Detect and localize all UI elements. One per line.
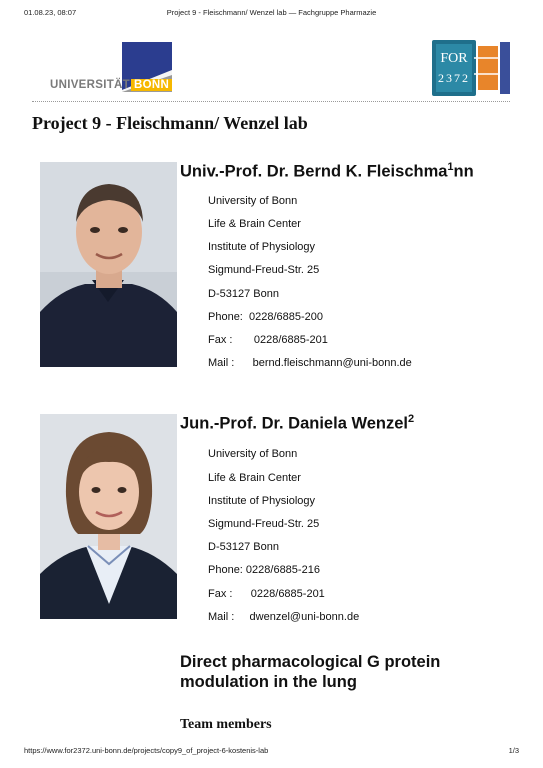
for2372-logo[interactable] [432, 40, 512, 96]
for-text: FOR [440, 51, 468, 66]
mail-line[interactable]: Mail : bernd.fleischmann@uni-bonn.de [208, 357, 412, 369]
info-line: Sigmund-Freud-Str. 25 [208, 518, 320, 530]
info-line: D-53127 Bonn [208, 288, 279, 300]
mail-line[interactable]: Mail : dwenzel@uni-bonn.de [208, 611, 360, 623]
university-logo[interactable] [50, 42, 178, 94]
print-page-title: Project 9 - Fleischmann/ Wenzel lab — Fachgruppe Pharmazie [166, 8, 377, 17]
phone-line: Phone: 0228/6885-200 [208, 311, 323, 323]
portrait-fleischmann [40, 162, 177, 367]
portrait-man-icon [40, 162, 177, 367]
phone-line: Phone: 0228/6885-216 [208, 564, 320, 576]
info-line: Life & Brain Center [208, 218, 301, 230]
header-divider [32, 101, 510, 102]
info-line: D-53127 Bonn [208, 541, 279, 553]
for-number-text: 2372 [438, 71, 470, 85]
info-line: University of Bonn [208, 448, 298, 460]
print-datetime: 01.08.23, 08:07 [24, 8, 77, 17]
print-url: https://www.for2372.uni-bonn.de/projects/copy9_of_project-6-kostenis-lab [24, 746, 269, 755]
fax-line: Fax : 0228/6885-201 [208, 334, 328, 346]
print-header [24, 8, 519, 20]
university-wordmark [50, 79, 172, 91]
footnote-marker: 2 [408, 413, 415, 425]
info-line: Sigmund-Freud-Str. 25 [208, 264, 320, 276]
project-heading: Direct pharmacological G protein modulation in the lung [180, 653, 441, 691]
for2372-emblem-icon [432, 40, 512, 96]
team-members-heading: Team members [180, 717, 272, 732]
fax-line: Fax : 0228/6885-201 [208, 588, 325, 600]
portrait-wenzel [40, 414, 177, 619]
print-page-number: 1/3 [508, 746, 519, 755]
info-line: Institute of Physiology [208, 495, 316, 507]
footnote-marker: 1 [447, 161, 454, 173]
university-word: UNIVERSITÄT [50, 79, 130, 91]
page-title: Project 9 - Fleischmann/ Wenzel lab [32, 113, 308, 133]
info-line: Institute of Physiology [208, 241, 316, 253]
bonn-word: BONN [131, 79, 172, 91]
person-name-wenzel: Jun.-Prof. Dr. Daniela Wenzel$^2$ [180, 413, 415, 433]
print-footer [24, 746, 519, 758]
info-line: Life & Brain Center [208, 472, 301, 484]
person-name-fleischmann: Univ.-Prof. Dr. Bernd K. Fleischma$^1$nn [180, 161, 474, 181]
info-line: University of Bonn [208, 195, 298, 207]
portrait-woman-icon [40, 414, 177, 619]
